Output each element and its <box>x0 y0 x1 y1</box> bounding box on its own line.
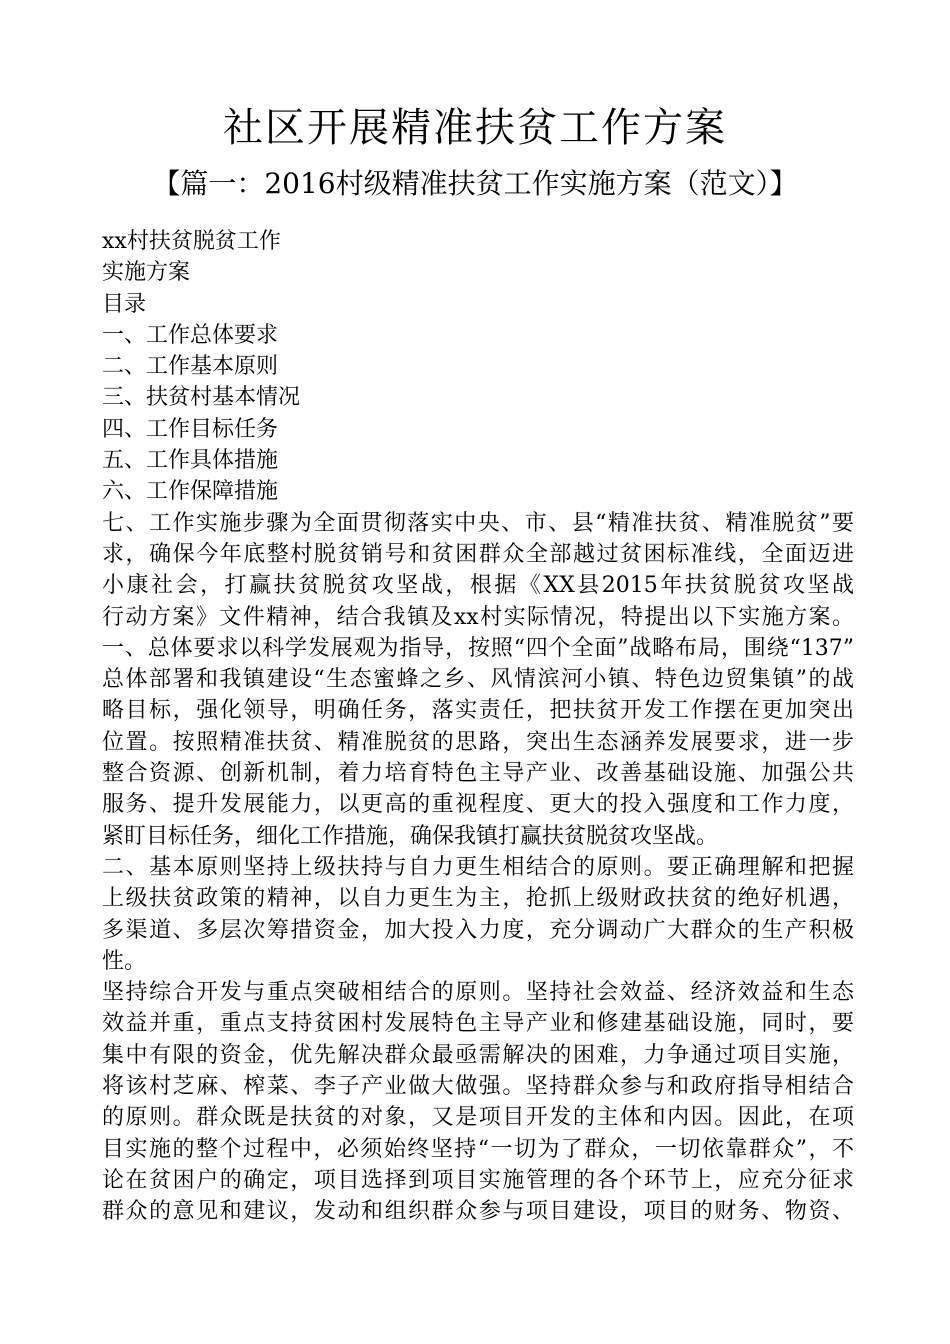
text-line: 小康社会，打赢扶贫脱贫攻坚战，根据《XX县2015年扶贫脱贫攻坚战 <box>102 573 854 599</box>
text-line: 上级扶贫政策的精神，以自力更生为主，抢抓上级财政扶贫的绝好机遇， <box>102 886 854 912</box>
text-line: 五、工作具体措施 <box>102 448 279 474</box>
text-line: 求，确保今年底整村脱贫销号和贫困群众全部越过贫困标准线，全面迈进 <box>102 541 854 567</box>
document-body <box>102 226 854 1228</box>
text-line: 效益并重，重点支持贫困村发展特色主导产业和修建基础设施，同时，要 <box>102 1011 854 1037</box>
text-line: 实施方案 <box>102 260 191 286</box>
text-line: 一、总体要求以科学发展观为指导，按照“四个全面”战略布局，围绕“137” <box>102 635 854 661</box>
text-line: 整合资源、创新机制，着力培育特色主导产业、改善基础设施、加强公共 <box>102 761 854 787</box>
text-line: 总体部署和我镇建设“生态蜜蜂之乡、风情滨河小镇、特色边贸集镇”的战 <box>102 667 854 693</box>
document-subtitle: 【篇一：2016村级精准扶贫工作实施方案（范文）】 <box>152 167 798 200</box>
text-line: 六、工作保障措施 <box>102 479 279 505</box>
text-line: 一、工作总体要求 <box>102 322 279 348</box>
text-line: 四、工作目标任务 <box>102 416 279 442</box>
text-line: 论在贫困户的确定，项目选择到项目实施管理的各个环节上，应充分征求 <box>102 1167 854 1193</box>
text-line: 将该村芝麻、榨菜、李子产业做大做强。坚持群众参与和政府指导相结合 <box>102 1074 854 1100</box>
text-line: 行动方案》文件精神，结合我镇及xx村实际情况，特提出以下实施方案。 <box>102 604 854 630</box>
text-line: 紧盯目标任务，细化工作措施，确保我镇打赢扶贫脱贫攻坚战。 <box>102 823 719 849</box>
text-line: 三、扶贫村基本情况 <box>102 385 301 411</box>
text-line: 目实施的整个过程中，必须始终坚持“一切为了群众，一切依靠群众”，不 <box>102 1136 854 1162</box>
text-line: 多渠道、多层次筹措资金，加大投入力度，充分调动广大群众的生产积极 <box>102 917 854 943</box>
text-line: 群众的意见和建议，发动和组织群众参与项目建设，项目的财务、物资、 <box>102 1199 854 1225</box>
text-line: xx村扶贫脱贫工作 <box>102 229 281 254</box>
text-line: 二、工作基本原则 <box>102 354 279 380</box>
text-line: 的原则。群众既是扶贫的对象，又是项目开发的主体和内因。因此，在项 <box>102 1105 854 1131</box>
text-line: 二、基本原则坚持上级扶持与自力更生相结合的原则。要正确理解和把握 <box>102 854 854 880</box>
text-line: 七、工作实施步骤为全面贯彻落实中央、市、县“精准扶贫、精准脱贫”要 <box>102 510 854 536</box>
document-title: 社区开展精准扶贫工作方案 <box>223 105 727 151</box>
text-line: 服务、提升发展能力，以更高的重视程度、更大的投入强度和工作力度， <box>102 792 854 818</box>
text-line: 坚持综合开发与重点突破相结合的原则。坚持社会效益、经济效益和生态 <box>102 980 854 1006</box>
text-line: 目录 <box>102 291 147 317</box>
text-line: 位置。按照精准扶贫、精准脱贫的思路，突出生态涵养发展要求，进一步 <box>102 729 854 755</box>
text-line: 性。 <box>102 948 147 974</box>
text-line: 略目标，强化领导，明确任务，落实责任，把扶贫开发工作摆在更加突出 <box>102 698 854 724</box>
text-line: 集中有限的资金，优先解决群众最亟需解决的困难，力争通过项目实施， <box>102 1042 854 1068</box>
